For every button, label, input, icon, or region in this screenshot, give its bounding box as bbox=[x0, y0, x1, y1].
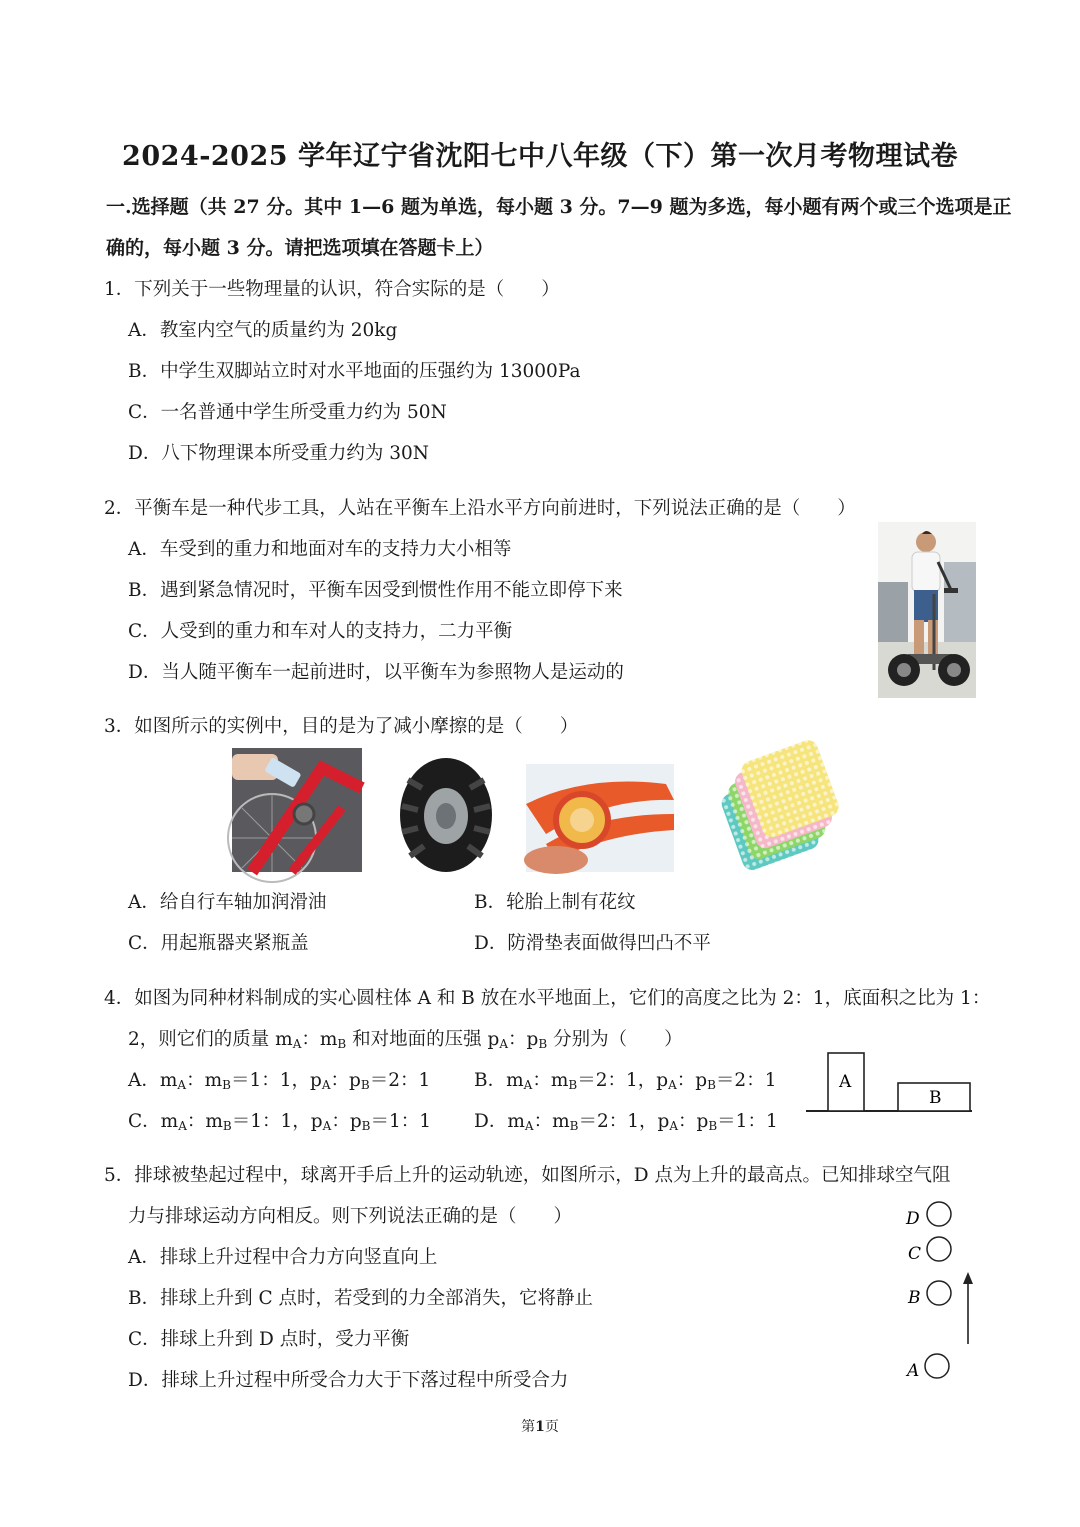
q5-option-a[interactable]: A．排球上升过程中合力方向竖直向上 bbox=[128, 1247, 438, 1268]
point-c-label: C bbox=[908, 1244, 922, 1264]
q3-option-c[interactable]: C．用起瓶器夹紧瓶盖 bbox=[128, 933, 309, 954]
q1-option-d[interactable]: D．八下物理课本所受重力约为 30N bbox=[128, 443, 429, 464]
q4-stem-line1: 4．如图为同种材料制成的实心圆柱体 A 和 B 放在水平地面上，它们的高度之比为 2：1，底面积之比为 1： bbox=[104, 988, 991, 1009]
bike-lubricant-image bbox=[232, 748, 362, 872]
page-number: 第1页 bbox=[521, 1419, 559, 1435]
ball-b bbox=[927, 1281, 951, 1305]
q2-option-d[interactable]: D．当人随平衡车一起前进时，以平衡车为参照物人是运动的 bbox=[128, 662, 624, 683]
q1-option-c[interactable]: C．一名普通中学生所受重力约为 50N bbox=[128, 402, 447, 423]
point-b-label: B bbox=[908, 1288, 921, 1308]
q5-option-c[interactable]: C．排球上升到 D 点时，受力平衡 bbox=[128, 1329, 410, 1350]
antislip-mat-image bbox=[712, 744, 844, 872]
cylinder-diagram bbox=[806, 1050, 974, 1114]
cylinder-a-label: A bbox=[839, 1072, 852, 1092]
q5-option-d[interactable]: D．排球上升过程中所受合力大于下落过程中所受合力 bbox=[128, 1370, 569, 1391]
ball-d bbox=[927, 1202, 951, 1226]
section-heading-line2: 确的，每小题 3 分。请把选项填在答题卡上） bbox=[106, 237, 494, 259]
q5-option-b[interactable]: B．排球上升到 C 点时，若受到的力全部消失，它将静止 bbox=[128, 1288, 594, 1309]
bottle-opener-image bbox=[526, 764, 674, 872]
point-a-label: A bbox=[907, 1361, 920, 1381]
q4-option-d[interactable]: D．$m_A$：$m_B=2$：1，$p_A$：$p_B=1$：1 bbox=[474, 1111, 778, 1133]
q3-option-a[interactable]: A．给自行车轴加润滑油 bbox=[128, 892, 327, 913]
cylinder-b-label: B bbox=[929, 1088, 942, 1108]
q4-option-c[interactable]: C．$m_A$：$m_B=1$：1，$p_A$：$p_B=1$：1 bbox=[128, 1111, 432, 1133]
q1-option-a[interactable]: A．教室内空气的质量约为 20kg bbox=[128, 320, 398, 341]
ball-c bbox=[927, 1237, 951, 1261]
q1-stem: 1．下列关于一些物理量的认识，符合实际的是（ ） bbox=[104, 279, 560, 300]
q2-option-c[interactable]: C．人受到的重力和车对人的支持力，二力平衡 bbox=[128, 621, 513, 642]
q3-option-b[interactable]: B．轮胎上制有花纹 bbox=[474, 892, 636, 913]
q3-stem: 3．如图所示的实例中，目的是为了减小摩擦的是（ ） bbox=[104, 716, 579, 737]
section-heading-line1: 一.选择题（共 27 分。其中 1—6 题为单选，每小题 3 分。7—9 题为多选，每小题有两个或三个选项是正 bbox=[106, 196, 1012, 218]
arrow-head-icon bbox=[963, 1272, 973, 1284]
q2-option-a[interactable]: A．车受到的重力和地面对车的支持力大小相等 bbox=[128, 539, 512, 560]
tire-image bbox=[398, 756, 494, 874]
q2-option-b[interactable]: B．遇到紧急情况时，平衡车因受到惯性作用不能立即停下来 bbox=[128, 580, 623, 601]
q1-option-b[interactable]: B．中学生双脚站立时对水平地面的压强约为 13000Pa bbox=[128, 361, 581, 382]
q4-stem-line2: 2，则它们的质量 $m_A$：$m_B$ 和对地面的压强 $p_A$：$p_B$ 分别为（ ） bbox=[128, 1029, 683, 1051]
q5-stem-line2: 力与排球运动方向相反。则下列说法正确的是（ ） bbox=[128, 1206, 573, 1227]
q4-option-b[interactable]: B．$m_A$：$m_B=2$：1，$p_A$：$p_B=2$：1 bbox=[474, 1070, 777, 1092]
q3-option-d[interactable]: D．防滑垫表面做得凹凸不平 bbox=[474, 933, 711, 954]
point-d-label: D bbox=[906, 1209, 920, 1229]
q4-option-a[interactable]: A．$m_A$：$m_B=1$：1，$p_A$：$p_B=2$：1 bbox=[128, 1070, 431, 1092]
balance-car-image bbox=[878, 522, 976, 698]
page-title: 2024-2025 学年辽宁省沈阳七中八年级（下）第一次月考物理试卷 bbox=[122, 141, 958, 172]
q5-stem-line1: 5．排球被垫起过程中，球离开手后上升的运动轨迹，如图所示，D 点为上升的最高点。已知排球空气阻 bbox=[104, 1165, 951, 1186]
ball-a bbox=[925, 1354, 949, 1378]
q2-stem: 2．平衡车是一种代步工具，人站在平衡车上沿水平方向前进时，下列说法正确的是（ ） bbox=[104, 498, 856, 519]
volleyball-trajectory-diagram bbox=[900, 1196, 980, 1386]
